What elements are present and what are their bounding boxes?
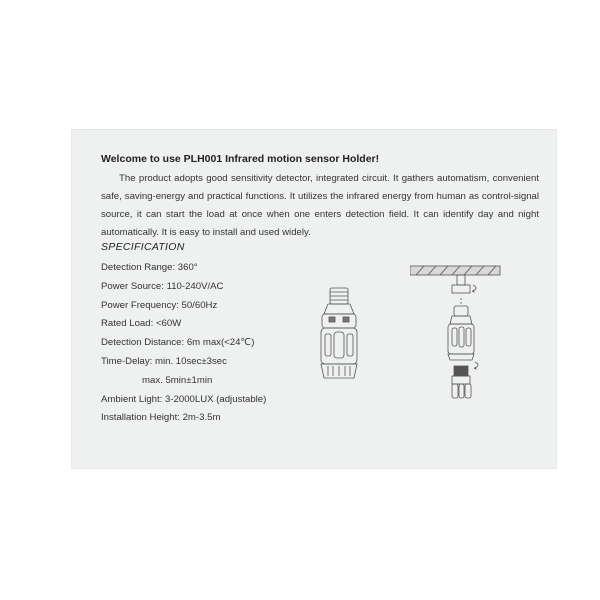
instruction-card [72,130,556,468]
spec-time-delay-min: Time-Delay: min. 10sec±3sec [101,355,227,367]
sensor-holder-illustration [316,286,362,396]
specification-list [101,259,266,428]
intro-paragraph: The product adopts good sensitivity detector, integrated circuit. It gathers automatism, convenient safe, saving-energy and practical functions. It utilizes the infrared energy from human as control-signal source, it can start the load at once when one enters detection field. It can identify day and night automatically. It is easy to install and used widely. [101,173,539,238]
specification-heading: SPECIFICATION [101,241,185,253]
spec-installation-height: Installation Height: 2m-3.5m [101,412,221,424]
spec-time-delay-max: max. 5min±1min [142,374,213,386]
spec-rated-load: Rated Load: <60W [101,318,182,330]
spec-detection-distance: Detection Distance: 6m max(<24℃) [101,337,255,349]
spec-power-source: Power Source: 110-240V/AC [101,280,224,292]
spec-ambient-light: Ambient Light: 3-2000LUX (adjustable) [101,393,267,405]
spec-detection-range: Detection Range: 360° [101,262,198,273]
installation-diagram [410,260,528,400]
spec-power-frequency: Power Frequency: 50/60Hz [101,299,218,311]
card-title: Welcome to use PLH001 Infrared motion sensor Holder! [101,153,380,165]
